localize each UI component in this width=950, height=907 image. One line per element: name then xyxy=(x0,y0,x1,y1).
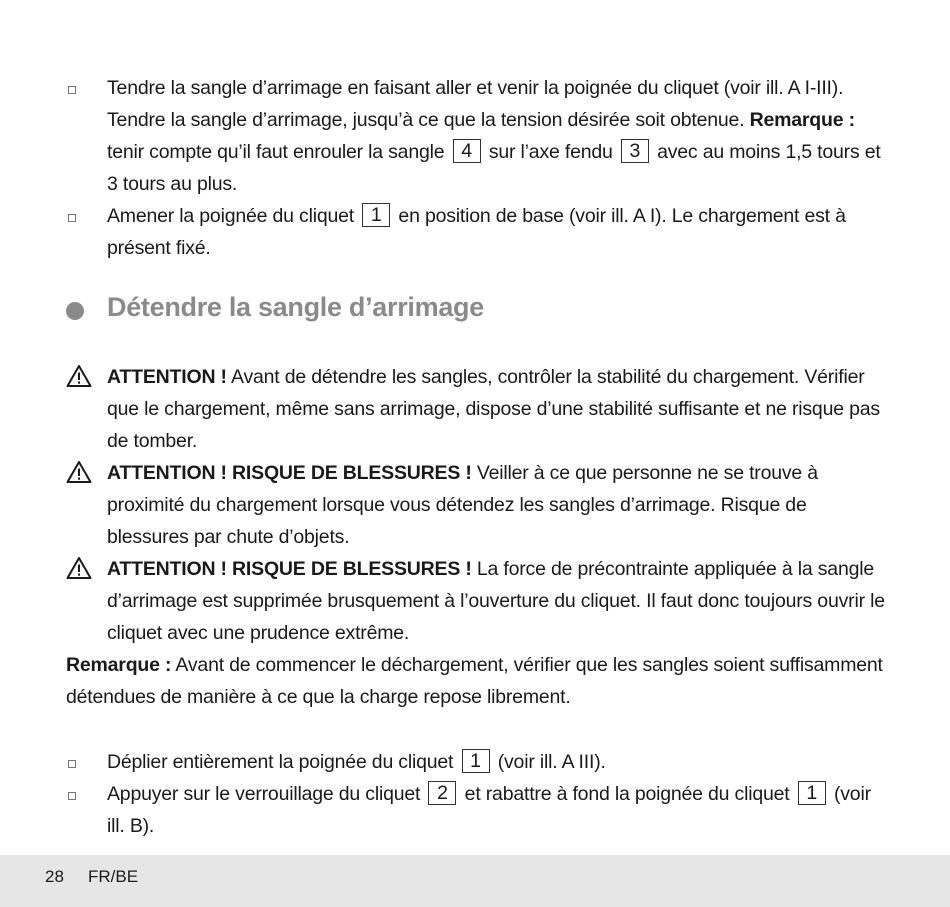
part-number-box: 1 xyxy=(462,749,490,773)
step-item xyxy=(107,746,887,778)
step-text: (voir ill. A III). xyxy=(492,751,606,773)
warning-label: ATTENTION ! RISQUE DE BLESSURES ! xyxy=(107,462,472,484)
step-text: sur l’axe fendu xyxy=(483,141,618,163)
note-label: Remarque : xyxy=(66,654,172,676)
note-block xyxy=(66,649,896,713)
section-bullet-dot xyxy=(66,302,84,320)
warning-block xyxy=(107,361,887,457)
warning-label: ATTENTION ! RISQUE DE BLESSURES ! xyxy=(107,558,472,580)
step-bullet xyxy=(68,792,76,800)
part-number-box: 1 xyxy=(798,781,826,805)
part-number-box: 4 xyxy=(453,139,481,163)
step-text: avec au moins 1,5 tours et 3 tours au plus. xyxy=(107,141,881,195)
note-text: Avant de commencer le déchargement, vérifier que les sangles soient suffisamment détendues de manière à ce que la charge repose librement. xyxy=(66,654,883,708)
step-item xyxy=(107,200,887,264)
step-text: Déplier entièrement la poignée du cliquet xyxy=(107,751,459,773)
step-bullet xyxy=(68,214,76,222)
step-bullet xyxy=(68,760,76,768)
warning-triangle-icon xyxy=(66,460,92,484)
warning-text: Veiller à ce que personne ne se trouve à proximité du chargement lorsque vous détendez les sangles d’arrimage. Risque de blessures par chute d’objets. xyxy=(107,462,818,548)
section-title: Détendre la sangle d’arrimage xyxy=(107,292,484,322)
warning-block xyxy=(107,553,887,649)
warning-triangle-icon xyxy=(66,556,92,580)
warning-text: La force de précontrainte appliquée à la sangle d’arrimage est supprimée brusquement à l’ouverture du cliquet. Il faut donc toujours ouvrir le cliquet avec une prudence extrême. xyxy=(107,558,885,644)
step-text: Appuyer sur le verrouillage du cliquet xyxy=(107,783,426,805)
warning-triangle-icon xyxy=(66,364,92,388)
note-label: Remarque : xyxy=(749,109,855,131)
warning-text: Avant de détendre les sangles, contrôler la stabilité du chargement. Vérifier que le chargement, même sans arrimage, dispose d’une stabilité suffisante et ne risque pas de tomber. xyxy=(107,366,880,452)
warning-block xyxy=(107,457,887,553)
part-number-box: 3 xyxy=(621,139,649,163)
step-text: Amener la poignée du cliquet xyxy=(107,205,360,227)
part-number-box: 1 xyxy=(362,203,390,227)
page-footer xyxy=(0,855,950,907)
step-text: en position de base (voir ill. A I). Le chargement est à présent fixé. xyxy=(107,205,846,259)
page-number: 28 xyxy=(45,867,64,886)
language-code: FR/BE xyxy=(88,867,139,886)
step-item xyxy=(107,778,887,842)
step-text: Tendre la sangle d’arrimage en faisant aller et venir la poignée du cliquet (voir ill. A I-III). Tendre la sangle d’arrimage, jusqu’à ce que la tension désirée soit obtenue. xyxy=(107,77,844,131)
step-text: tenir compte qu’il faut enrouler la sangle xyxy=(107,141,450,163)
part-number-box: 2 xyxy=(428,781,456,805)
warning-label: ATTENTION ! xyxy=(107,366,227,388)
step-item xyxy=(107,72,887,200)
step-bullet xyxy=(68,86,76,94)
step-text: (voir ill. B). xyxy=(107,783,871,837)
step-text: et rabattre à fond la poignée du cliquet xyxy=(459,783,795,805)
